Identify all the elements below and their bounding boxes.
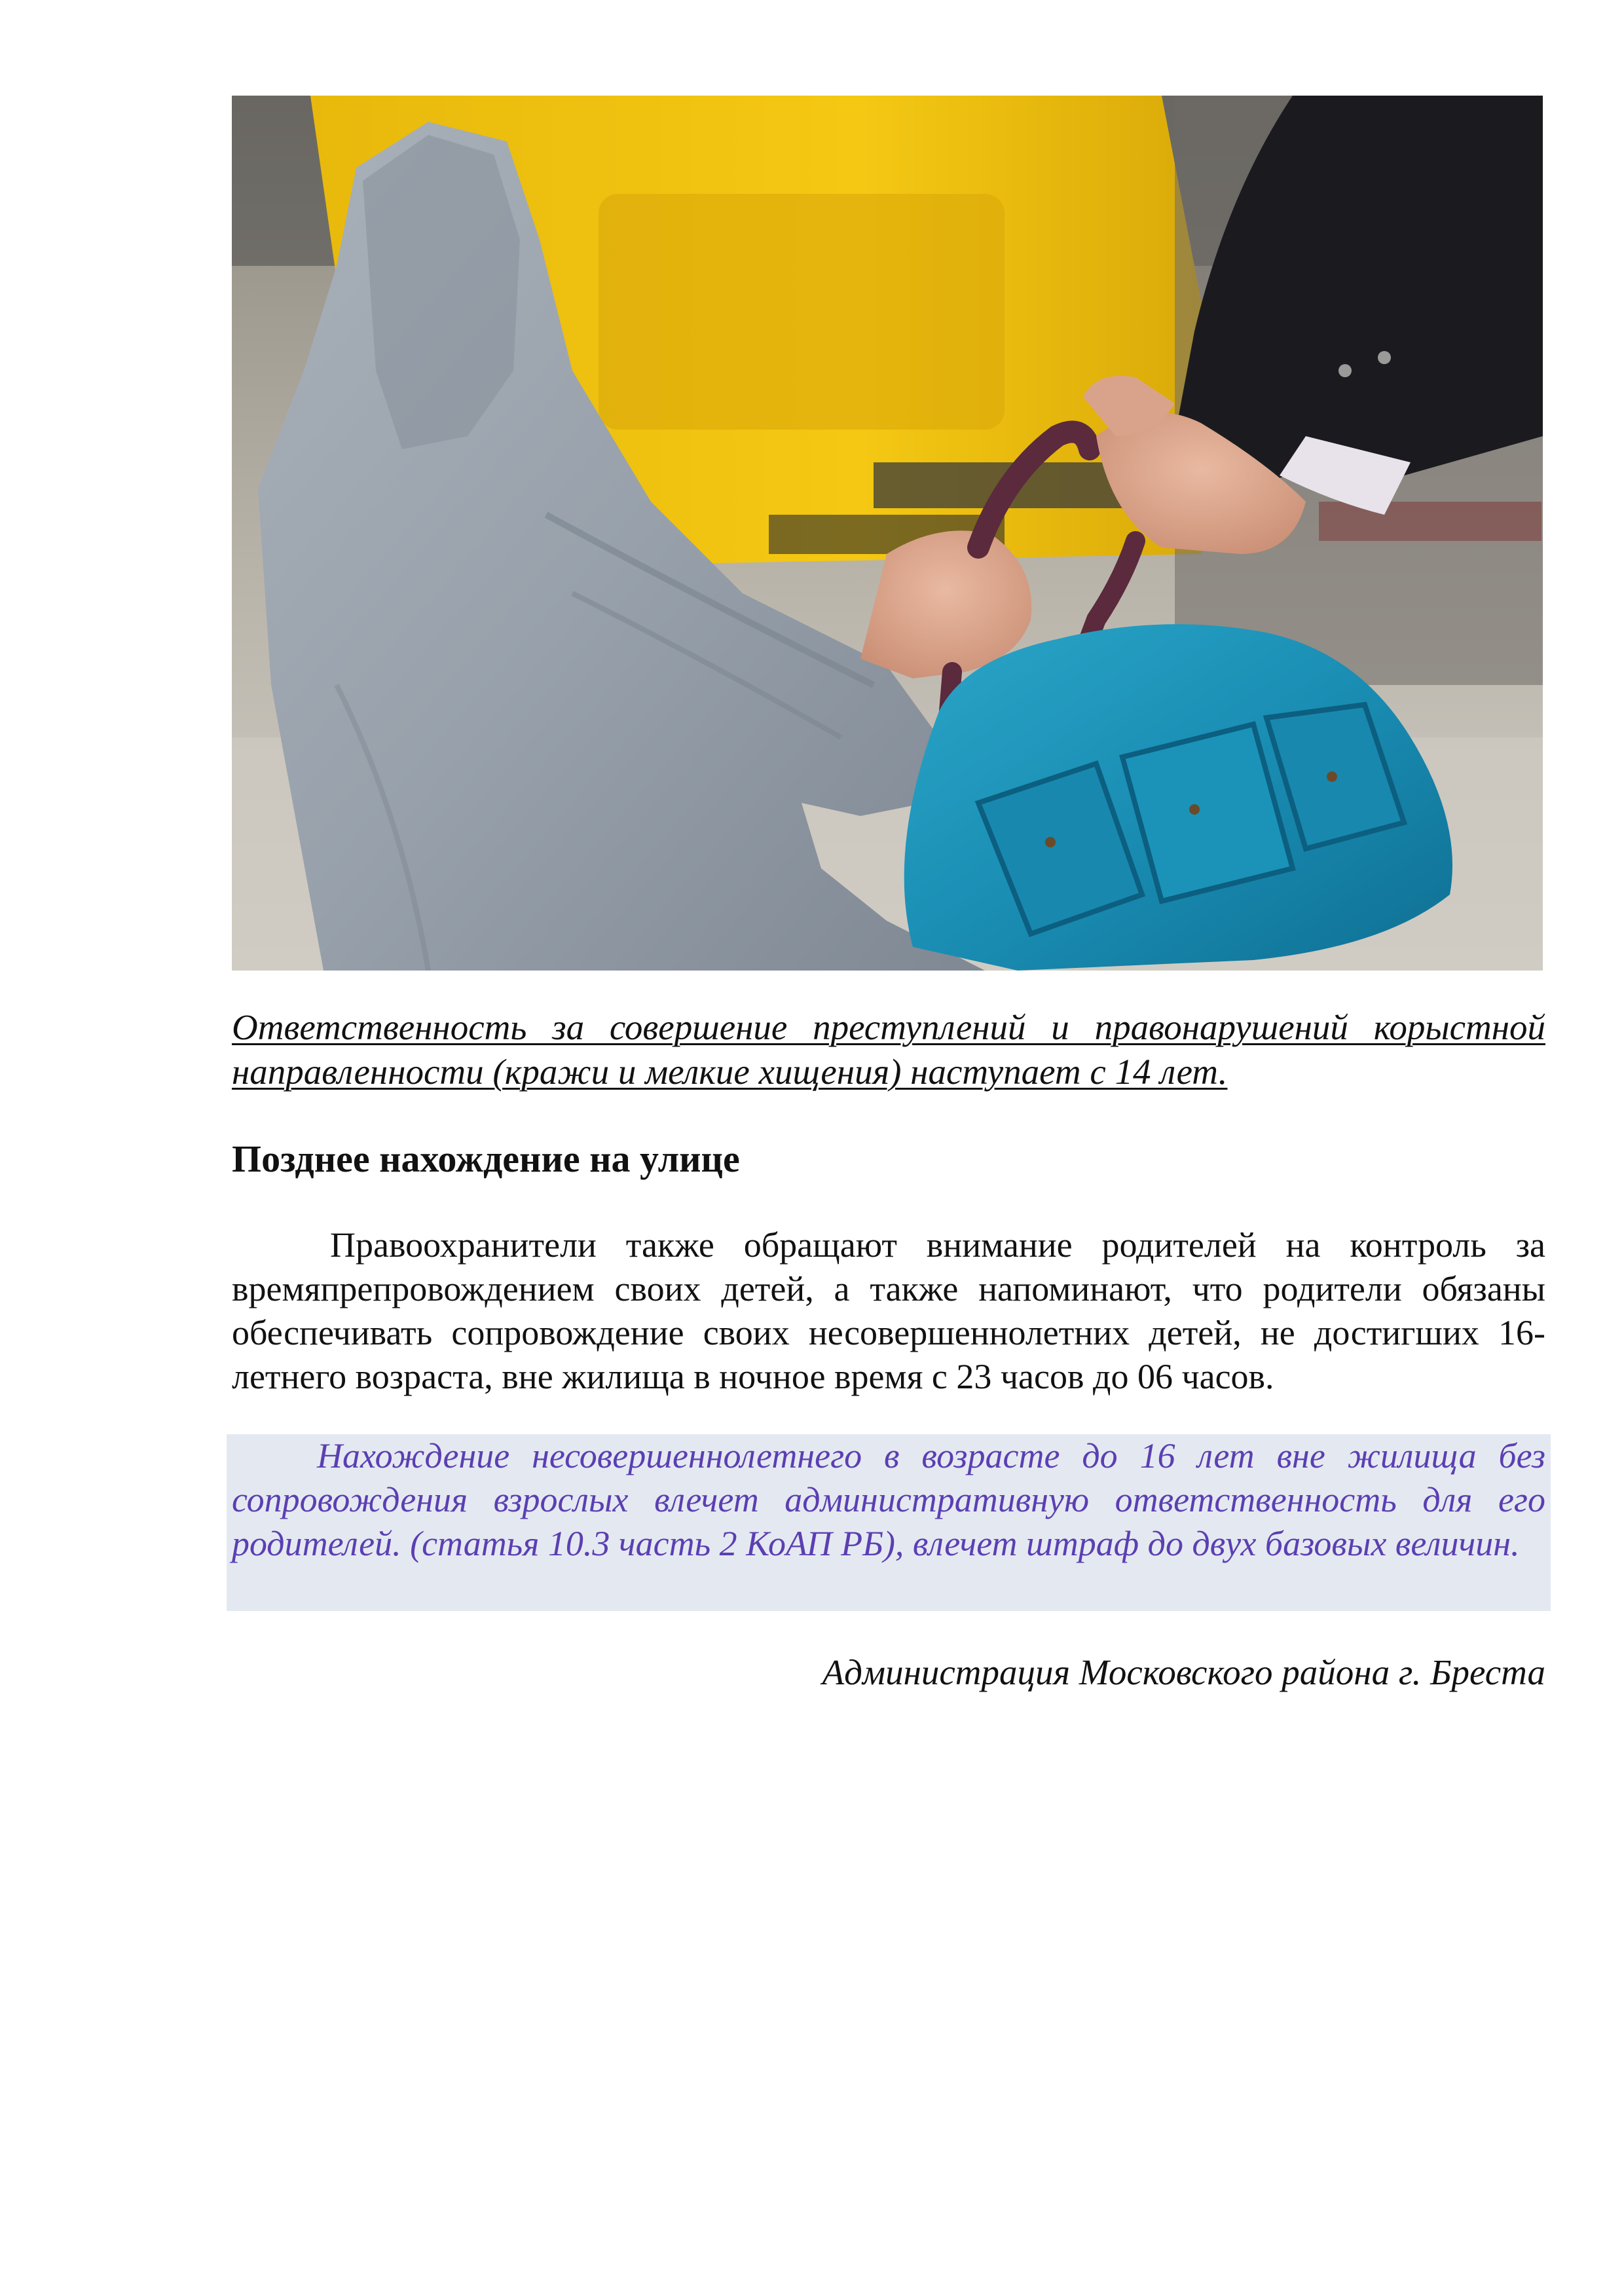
theft-photo: [232, 96, 1543, 971]
body-paragraph: Правоохранители также обращают внимание родителей на контроль за времяпрепровождением своих детей, а также напоминают, что родители обязаны обеспечивать сопровождение своих несовершеннолетних детей, не достигших 16-летнего возраста, вне жилища в ночное время с 23 часов до 06 часов.: [232, 1225, 1545, 1396]
section-heading: Позднее нахождение на улице: [232, 1138, 740, 1180]
photo-caption: Ответственность за совершение преступлений и правонарушений корыстной направленности (кражи и мелкие хищения) наступает с 14 лет.: [232, 1007, 1545, 1092]
notice-text: Нахождение несовершеннолетнего в возрасте до 16 лет вне жилища без сопровождения взрослых влечет административную ответственность для его родителей. (статья 10.3 часть 2 КоАП РБ), влечет штраф до двух базовых величин.: [232, 1436, 1545, 1563]
highlighted-notice: [227, 1434, 1551, 1611]
signature: Администрация Московского района г. Бреста: [822, 1652, 1545, 1692]
